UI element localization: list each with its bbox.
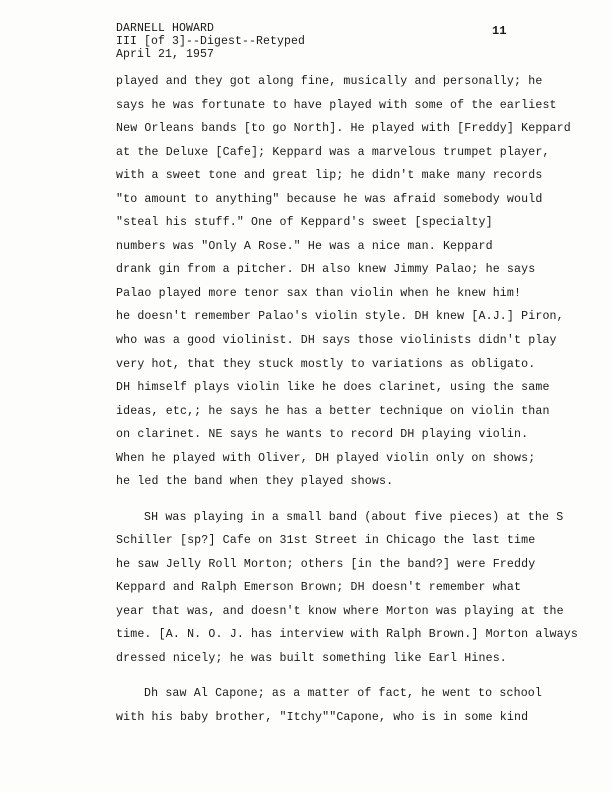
text-line: who was a good violinist. DH says those violinists didn't play — [116, 334, 557, 348]
page-number: 11 — [492, 24, 507, 38]
text-line: he led the band when they played shows. — [116, 475, 394, 489]
paragraph-gap — [116, 670, 596, 682]
text-line: with his baby brother, "Itchy""Capone, who is in some kind — [116, 710, 529, 724]
text-line: he saw Jelly Roll Morton; others [in the band?] were Freddy — [116, 557, 536, 571]
text-line: Keppard and Ralph Emerson Brown; DH doesn't remember what — [116, 581, 522, 595]
text-line: he doesn't remember Palao's violin style. DH knew [A.J.] Piron, — [116, 310, 564, 324]
header-date: April 21, 1957 — [116, 48, 215, 61]
text-line: very hot, that they stuck mostly to variations as obligato. — [116, 357, 536, 371]
text-line: New Orleans bands [to go North]. He played with [Freddy] Keppard — [116, 122, 571, 136]
text-line: dressed nicely; he was built something like Earl Hines. — [116, 651, 507, 665]
text-line: on clarinet. NE says he wants to record DH playing violin. — [116, 428, 529, 442]
text-line: SH was playing in a small band (about five pieces) at the S — [144, 510, 564, 524]
body-text — [116, 70, 596, 729]
text-line: "to amount to anything" because he was afraid somebody would — [116, 192, 543, 206]
text-line: ideas, etc,; he says he has a better technique on violin than — [116, 404, 550, 418]
text-line: numbers was "Only A Rose." He was a nice man. Keppard — [116, 239, 493, 253]
text-line: year that was, and doesn't know where Morton was playing at the — [116, 604, 564, 618]
text-line: time. [A. N. O. J. has interview with Ralph Brown.] Morton always — [116, 628, 578, 642]
header-subtitle: III [of 3]--Digest--Retyped — [116, 35, 306, 48]
document-header — [116, 22, 305, 61]
text-line: "steal his stuff." One of Keppard's sweet [specialty] — [116, 216, 493, 230]
text-line: Schiller [sp?] Cafe on 31st Street in Chicago the last time — [116, 534, 536, 548]
text-line: Dh saw Al Capone; as a matter of fact, he went to school — [144, 687, 543, 701]
text-line: Palao played more tenor sax than violin when he knew him! — [116, 286, 522, 300]
text-line: at the Deluxe [Cafe]; Keppard was a marvelous trumpet player, — [116, 145, 550, 159]
text-line: drank gin from a pitcher. DH also knew Jimmy Palao; he says — [116, 263, 536, 277]
text-line: says he was fortunate to have played with some of the earliest — [116, 98, 557, 112]
header-name: DARNELL HOWARD — [116, 22, 215, 35]
text-line: When he played with Oliver, DH played violin only on shows; — [116, 451, 536, 465]
text-line: DH himself plays violin like he does clarinet, using the same — [116, 381, 550, 395]
paragraph-gap — [116, 494, 596, 506]
text-line: played and they got along fine, musically and personally; he — [116, 75, 543, 88]
text-line: with a sweet tone and great lip; he didn't make many records — [116, 169, 543, 183]
